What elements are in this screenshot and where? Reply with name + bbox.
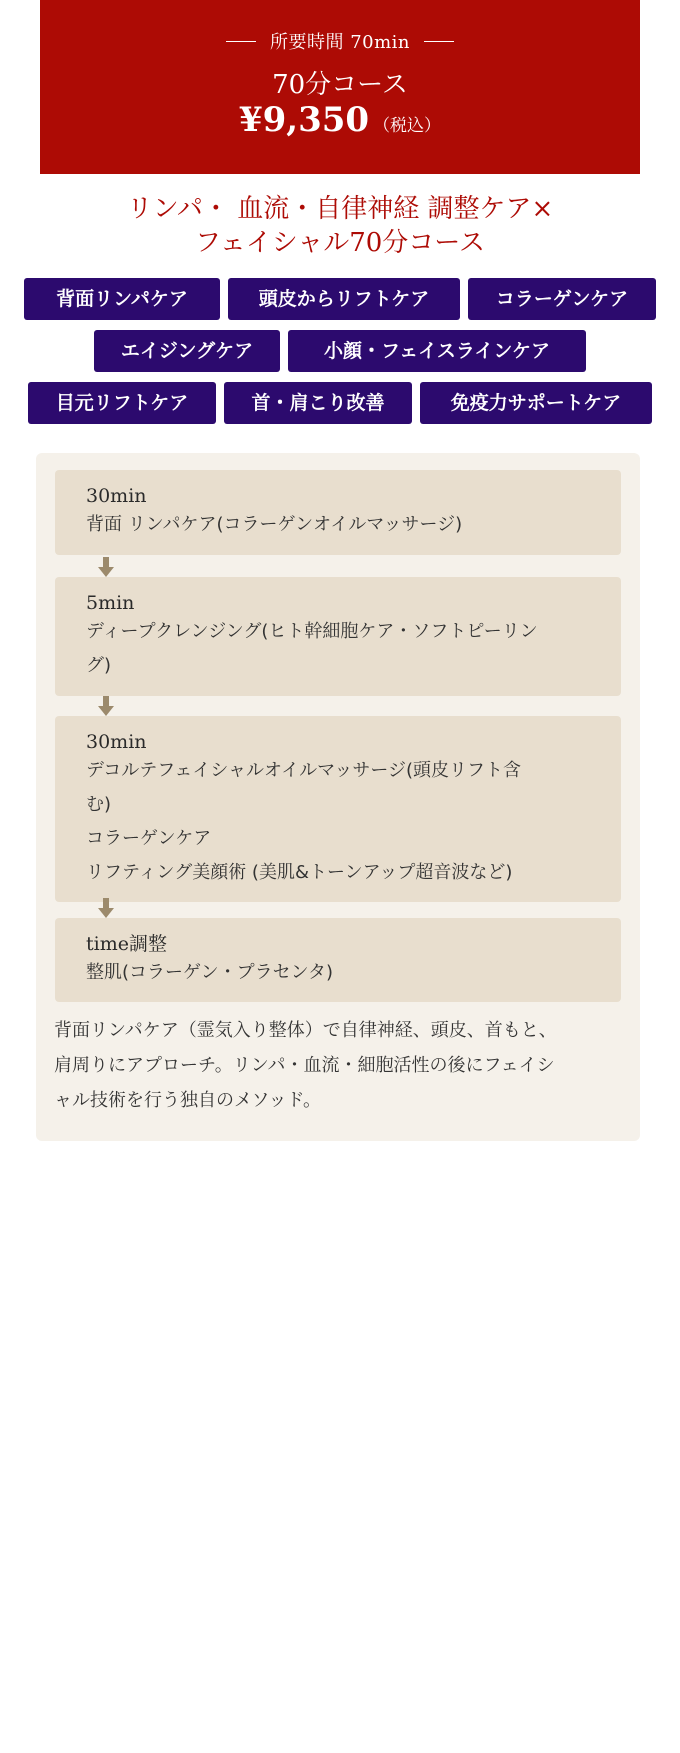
tag-row-3 [0,382,680,424]
flow-step-3 [55,716,621,902]
tag-row-2 [0,330,680,372]
treatment-flow-panel [36,453,640,1141]
tag-collagen: コラーゲンケア [468,278,656,320]
step-time: 30min [86,485,147,507]
arrow-down-icon [98,696,114,716]
duration-text: 所要時間 70min [269,32,411,53]
headline-line-2: フェイシャル70分コース [195,228,485,258]
tag-immunity: 免疫力サポートケア [420,382,652,424]
duration-label [40,28,640,54]
care-tags [0,278,680,434]
course-hero [40,0,640,174]
tag-back-lymph: 背面リンパケア [24,278,220,320]
step-time: 30min [86,731,147,753]
step-time: 5min [86,592,135,614]
course-name: 70分コース [272,70,408,100]
tag-scalp-lift: 頭皮からリフトケア [228,278,460,320]
step-detail: デコルテフェイシャルオイルマッサージ(頭皮リフト含 [86,760,522,781]
step-detail: 整肌(コラーゲン・プラセンタ) [86,962,333,983]
flow-step-2 [55,577,621,696]
divider-line-right [424,41,454,42]
description-line: 肩周りにアプローチ。リンパ・血流・細胞活性の後にフェイシ [54,1055,555,1076]
tag-aging: エイジングケア [94,330,280,372]
tag-neck-shoulder: 首・肩こり改善 [224,382,412,424]
headline-line-1: リンパ・ 血流・自律神経 調整ケア× [126,194,554,224]
tag-row-1 [0,278,680,320]
step-detail: む) [86,794,112,815]
tag-eye-lift: 目元リフトケア [28,382,216,424]
course-description [54,1013,614,1118]
step-detail: ディープクレンジング(ヒト幹細胞ケア・ソフトピーリン [86,621,538,642]
arrow-down-icon [98,557,114,577]
description-line: ャル技術を行う独自のメソッド。 [54,1090,321,1111]
tax-note: （税込） [373,116,442,136]
course-headline [0,192,680,260]
tag-face-line: 小顔・フェイスラインケア [288,330,586,372]
arrow-down-icon [98,898,114,918]
price: ¥9,350 [238,100,370,140]
step-detail: グ) [86,655,112,676]
divider-line-left [226,41,256,42]
step-time: time調整 [86,933,167,955]
step-detail: コラーゲンケア [86,828,212,849]
step-detail: リフティング美顔術 (美肌&トーンアップ超音波など) [86,862,513,883]
step-detail: 背面 リンパケア(コラーゲンオイルマッサージ) [86,514,463,535]
flow-step-4 [55,918,621,1002]
description-line: 背面リンパケア（霊気入り整体）で自律神経、頭皮、首もと、 [54,1020,557,1041]
price-row [40,100,640,140]
flow-step-1 [55,470,621,555]
